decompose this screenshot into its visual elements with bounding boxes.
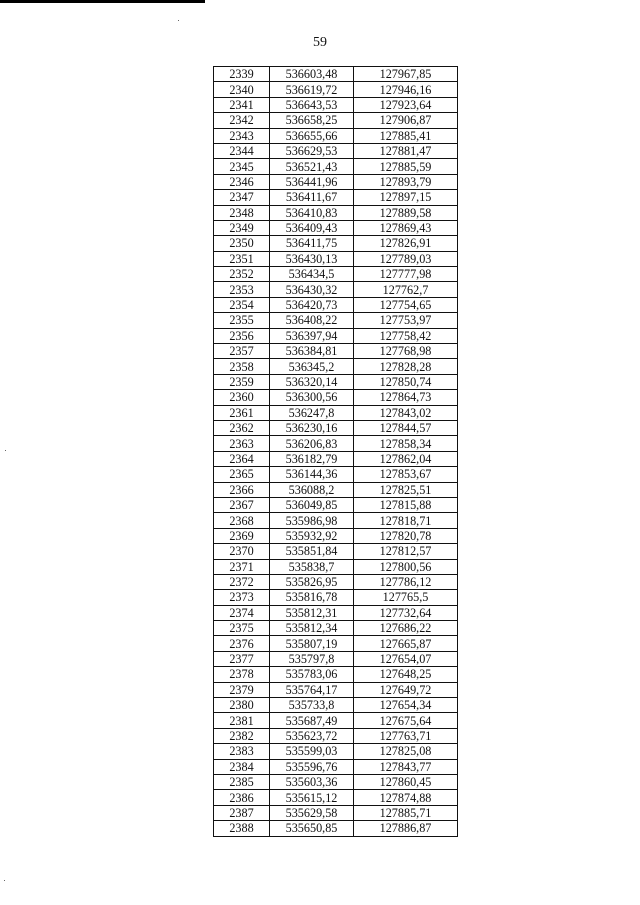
- y-coordinate-cell: 127889,58: [354, 205, 458, 220]
- y-coordinate-cell: 127885,71: [354, 805, 458, 820]
- table-row: [214, 405, 458, 420]
- point-number-cell: 2383: [214, 744, 270, 759]
- x-coordinate-cell: 535816,78: [270, 590, 354, 605]
- y-coordinate-cell: 127885,41: [354, 128, 458, 143]
- x-coordinate-cell: 536088,2: [270, 482, 354, 497]
- x-coordinate-cell: 535851,84: [270, 544, 354, 559]
- point-number-cell: 2374: [214, 605, 270, 620]
- coordinates-table: [213, 66, 458, 837]
- table-row: [214, 174, 458, 189]
- table-row: [214, 313, 458, 328]
- x-coordinate-cell: 536384,81: [270, 344, 354, 359]
- x-coordinate-cell: 536629,53: [270, 143, 354, 158]
- point-number-cell: 2362: [214, 420, 270, 435]
- y-coordinate-cell: 127946,16: [354, 82, 458, 97]
- table-row: [214, 544, 458, 559]
- y-coordinate-cell: 127754,65: [354, 297, 458, 312]
- table-row: [214, 282, 458, 297]
- y-coordinate-cell: 127885,59: [354, 159, 458, 174]
- scan-speck: [5, 450, 6, 451]
- x-coordinate-cell: 536434,5: [270, 267, 354, 282]
- x-coordinate-cell: 536619,72: [270, 82, 354, 97]
- y-coordinate-cell: 127800,56: [354, 559, 458, 574]
- y-coordinate-cell: 127789,03: [354, 251, 458, 266]
- x-coordinate-cell: 535615,12: [270, 790, 354, 805]
- table-row: [214, 220, 458, 235]
- x-coordinate-cell: 536411,67: [270, 190, 354, 205]
- y-coordinate-cell: 127858,34: [354, 436, 458, 451]
- table-row: [214, 267, 458, 282]
- point-number-cell: 2353: [214, 282, 270, 297]
- coordinates-table-body: [214, 67, 458, 837]
- y-coordinate-cell: 127815,88: [354, 497, 458, 512]
- y-coordinate-cell: 127825,08: [354, 744, 458, 759]
- table-row: [214, 359, 458, 374]
- point-number-cell: 2341: [214, 97, 270, 112]
- table-row: [214, 436, 458, 451]
- table-row: [214, 205, 458, 220]
- point-number-cell: 2364: [214, 451, 270, 466]
- table-row: [214, 805, 458, 820]
- point-number-cell: 2358: [214, 359, 270, 374]
- point-number-cell: 2355: [214, 313, 270, 328]
- table-row: [214, 698, 458, 713]
- table-row: [214, 67, 458, 82]
- x-coordinate-cell: 536345,2: [270, 359, 354, 374]
- x-coordinate-cell: 535783,06: [270, 667, 354, 682]
- x-coordinate-cell: 535932,92: [270, 528, 354, 543]
- point-number-cell: 2356: [214, 328, 270, 343]
- y-coordinate-cell: 127777,98: [354, 267, 458, 282]
- point-number-cell: 2350: [214, 236, 270, 251]
- x-coordinate-cell: 536411,75: [270, 236, 354, 251]
- table-row: [214, 821, 458, 836]
- x-coordinate-cell: 536320,14: [270, 374, 354, 389]
- point-number-cell: 2370: [214, 544, 270, 559]
- y-coordinate-cell: 127853,67: [354, 467, 458, 482]
- point-number-cell: 2349: [214, 220, 270, 235]
- table-row: [214, 651, 458, 666]
- table-row: [214, 713, 458, 728]
- y-coordinate-cell: 127967,85: [354, 67, 458, 82]
- point-number-cell: 2343: [214, 128, 270, 143]
- table-row: [214, 513, 458, 528]
- x-coordinate-cell: 536430,32: [270, 282, 354, 297]
- point-number-cell: 2385: [214, 774, 270, 789]
- scan-speck: [178, 20, 179, 21]
- y-coordinate-cell: 127654,34: [354, 698, 458, 713]
- table-row: [214, 636, 458, 651]
- x-coordinate-cell: 536300,56: [270, 390, 354, 405]
- y-coordinate-cell: 127648,25: [354, 667, 458, 682]
- point-number-cell: 2368: [214, 513, 270, 528]
- table-row: [214, 574, 458, 589]
- point-number-cell: 2354: [214, 297, 270, 312]
- point-number-cell: 2377: [214, 651, 270, 666]
- x-coordinate-cell: 536049,85: [270, 497, 354, 512]
- y-coordinate-cell: 127675,64: [354, 713, 458, 728]
- point-number-cell: 2386: [214, 790, 270, 805]
- y-coordinate-cell: 127874,88: [354, 790, 458, 805]
- y-coordinate-cell: 127826,91: [354, 236, 458, 251]
- y-coordinate-cell: 127843,77: [354, 759, 458, 774]
- y-coordinate-cell: 127828,28: [354, 359, 458, 374]
- table-row: [214, 143, 458, 158]
- point-number-cell: 2340: [214, 82, 270, 97]
- y-coordinate-cell: 127843,02: [354, 405, 458, 420]
- point-number-cell: 2371: [214, 559, 270, 574]
- y-coordinate-cell: 127850,74: [354, 374, 458, 389]
- table-row: [214, 328, 458, 343]
- point-number-cell: 2348: [214, 205, 270, 220]
- point-number-cell: 2361: [214, 405, 270, 420]
- x-coordinate-cell: 535599,03: [270, 744, 354, 759]
- x-coordinate-cell: 535629,58: [270, 805, 354, 820]
- y-coordinate-cell: 127762,7: [354, 282, 458, 297]
- x-coordinate-cell: 535764,17: [270, 682, 354, 697]
- point-number-cell: 2375: [214, 621, 270, 636]
- x-coordinate-cell: 535986,98: [270, 513, 354, 528]
- table-row: [214, 420, 458, 435]
- y-coordinate-cell: 127881,47: [354, 143, 458, 158]
- y-coordinate-cell: 127786,12: [354, 574, 458, 589]
- point-number-cell: 2387: [214, 805, 270, 820]
- y-coordinate-cell: 127665,87: [354, 636, 458, 651]
- table-row: [214, 390, 458, 405]
- scan-top-border: [0, 0, 205, 3]
- y-coordinate-cell: 127820,78: [354, 528, 458, 543]
- y-coordinate-cell: 127758,42: [354, 328, 458, 343]
- table-row: [214, 482, 458, 497]
- page-number: 59: [313, 35, 327, 50]
- x-coordinate-cell: 536658,25: [270, 113, 354, 128]
- point-number-cell: 2346: [214, 174, 270, 189]
- y-coordinate-cell: 127869,43: [354, 220, 458, 235]
- table-row: [214, 128, 458, 143]
- y-coordinate-cell: 127753,97: [354, 313, 458, 328]
- x-coordinate-cell: 536521,43: [270, 159, 354, 174]
- point-number-cell: 2381: [214, 713, 270, 728]
- table-row: [214, 605, 458, 620]
- table-row: [214, 451, 458, 466]
- point-number-cell: 2363: [214, 436, 270, 451]
- point-number-cell: 2351: [214, 251, 270, 266]
- y-coordinate-cell: 127860,45: [354, 774, 458, 789]
- y-coordinate-cell: 127864,73: [354, 390, 458, 405]
- table-row: [214, 621, 458, 636]
- point-number-cell: 2382: [214, 728, 270, 743]
- y-coordinate-cell: 127818,71: [354, 513, 458, 528]
- x-coordinate-cell: 535603,36: [270, 774, 354, 789]
- table-row: [214, 497, 458, 512]
- table-row: [214, 190, 458, 205]
- x-coordinate-cell: 536408,22: [270, 313, 354, 328]
- point-number-cell: 2339: [214, 67, 270, 82]
- x-coordinate-cell: 536410,83: [270, 205, 354, 220]
- point-number-cell: 2342: [214, 113, 270, 128]
- y-coordinate-cell: 127686,22: [354, 621, 458, 636]
- x-coordinate-cell: 536182,79: [270, 451, 354, 466]
- point-number-cell: 2347: [214, 190, 270, 205]
- point-number-cell: 2352: [214, 267, 270, 282]
- table-row: [214, 113, 458, 128]
- point-number-cell: 2360: [214, 390, 270, 405]
- table-row: [214, 97, 458, 112]
- y-coordinate-cell: 127886,87: [354, 821, 458, 836]
- point-number-cell: 2366: [214, 482, 270, 497]
- x-coordinate-cell: 535807,19: [270, 636, 354, 651]
- point-number-cell: 2369: [214, 528, 270, 543]
- point-number-cell: 2357: [214, 344, 270, 359]
- x-coordinate-cell: 535797,8: [270, 651, 354, 666]
- x-coordinate-cell: 536441,96: [270, 174, 354, 189]
- point-number-cell: 2345: [214, 159, 270, 174]
- point-number-cell: 2373: [214, 590, 270, 605]
- table-row: [214, 682, 458, 697]
- x-coordinate-cell: 535650,85: [270, 821, 354, 836]
- x-coordinate-cell: 536603,48: [270, 67, 354, 82]
- y-coordinate-cell: 127893,79: [354, 174, 458, 189]
- point-number-cell: 2388: [214, 821, 270, 836]
- table-row: [214, 467, 458, 482]
- table-row: [214, 667, 458, 682]
- point-number-cell: 2378: [214, 667, 270, 682]
- x-coordinate-cell: 536247,8: [270, 405, 354, 420]
- table-row: [214, 774, 458, 789]
- point-number-cell: 2379: [214, 682, 270, 697]
- x-coordinate-cell: 536430,13: [270, 251, 354, 266]
- y-coordinate-cell: 127812,57: [354, 544, 458, 559]
- table-row: [214, 251, 458, 266]
- x-coordinate-cell: 536409,43: [270, 220, 354, 235]
- x-coordinate-cell: 536397,94: [270, 328, 354, 343]
- y-coordinate-cell: 127862,04: [354, 451, 458, 466]
- table-row: [214, 236, 458, 251]
- y-coordinate-cell: 127844,57: [354, 420, 458, 435]
- x-coordinate-cell: 535812,31: [270, 605, 354, 620]
- point-number-cell: 2359: [214, 374, 270, 389]
- table-row: [214, 82, 458, 97]
- table-row: [214, 559, 458, 574]
- point-number-cell: 2376: [214, 636, 270, 651]
- y-coordinate-cell: 127906,87: [354, 113, 458, 128]
- point-number-cell: 2367: [214, 497, 270, 512]
- point-number-cell: 2372: [214, 574, 270, 589]
- x-coordinate-cell: 535812,34: [270, 621, 354, 636]
- table-row: [214, 759, 458, 774]
- x-coordinate-cell: 536420,73: [270, 297, 354, 312]
- x-coordinate-cell: 536643,53: [270, 97, 354, 112]
- x-coordinate-cell: 535687,49: [270, 713, 354, 728]
- table-row: [214, 728, 458, 743]
- x-coordinate-cell: 536206,83: [270, 436, 354, 451]
- point-number-cell: 2344: [214, 143, 270, 158]
- y-coordinate-cell: 127732,64: [354, 605, 458, 620]
- x-coordinate-cell: 535838,7: [270, 559, 354, 574]
- x-coordinate-cell: 536655,66: [270, 128, 354, 143]
- y-coordinate-cell: 127649,72: [354, 682, 458, 697]
- point-number-cell: 2384: [214, 759, 270, 774]
- y-coordinate-cell: 127763,71: [354, 728, 458, 743]
- point-number-cell: 2365: [214, 467, 270, 482]
- table-row: [214, 297, 458, 312]
- x-coordinate-cell: 535733,8: [270, 698, 354, 713]
- table-row: [214, 590, 458, 605]
- y-coordinate-cell: 127923,64: [354, 97, 458, 112]
- y-coordinate-cell: 127765,5: [354, 590, 458, 605]
- table-row: [214, 374, 458, 389]
- x-coordinate-cell: 536144,36: [270, 467, 354, 482]
- x-coordinate-cell: 535623,72: [270, 728, 354, 743]
- y-coordinate-cell: 127897,15: [354, 190, 458, 205]
- x-coordinate-cell: 535596,76: [270, 759, 354, 774]
- y-coordinate-cell: 127768,98: [354, 344, 458, 359]
- x-coordinate-cell: 536230,16: [270, 420, 354, 435]
- table-row: [214, 528, 458, 543]
- table-row: [214, 344, 458, 359]
- point-number-cell: 2380: [214, 698, 270, 713]
- table-row: [214, 744, 458, 759]
- y-coordinate-cell: 127654,07: [354, 651, 458, 666]
- y-coordinate-cell: 127825,51: [354, 482, 458, 497]
- x-coordinate-cell: 535826,95: [270, 574, 354, 589]
- table-row: [214, 790, 458, 805]
- table-row: [214, 159, 458, 174]
- scan-speck: [4, 880, 5, 881]
